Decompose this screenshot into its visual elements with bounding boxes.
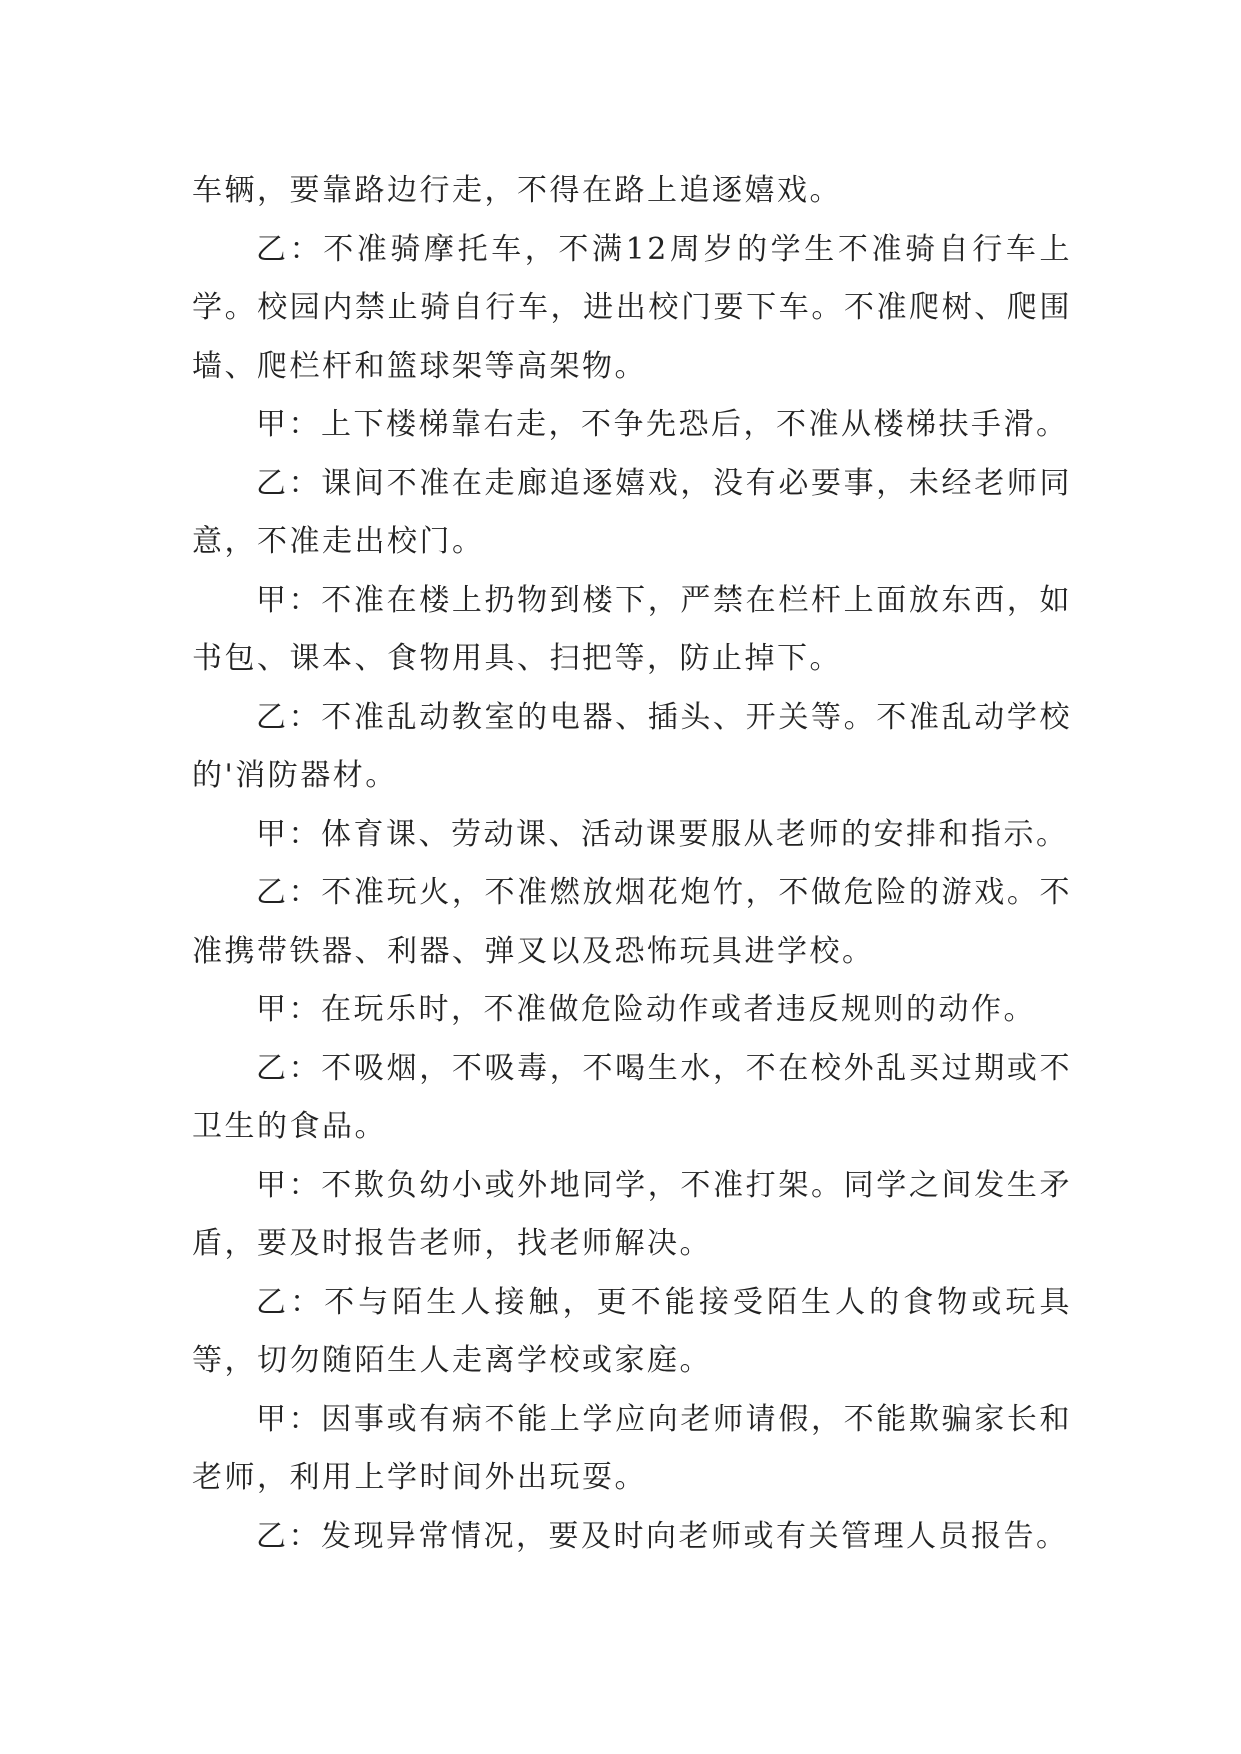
- paragraph: 乙：不准乱动教室的电器、插头、开关等。不准乱动学校的'消防器材。: [192, 699, 1072, 793]
- paragraph: 乙：不与陌生人接触，更不能接受陌生人的食物或玩具等，切勿随陌生人走离学校或家庭。: [192, 1284, 1072, 1378]
- paragraph: 甲：在玩乐时，不准做危险动作或者违反规则的动作。: [256, 992, 1036, 1027]
- paragraph: 甲：不欺负幼小或外地同学，不准打架。同学之间发生矛盾，要及时报告老师，找老师解决。: [192, 1167, 1072, 1261]
- paragraph: 甲：不准在楼上扔物到楼下，严禁在栏杆上面放东西，如书包、课本、食物用具、扫把等，防止掉下。: [192, 582, 1072, 676]
- paragraph: 乙：课间不准在走廊追逐嬉戏，没有必要事，未经老师同意，不准走出校门。: [192, 465, 1072, 559]
- paragraph: 甲：体育课、劳动课、活动课要服从老师的安排和指示。: [256, 816, 1069, 852]
- paragraph: 乙：不吸烟，不吸毒，不喝生水，不在校外乱买过期或不卫生的食品。: [192, 1050, 1072, 1144]
- paragraph: 甲：上下楼梯靠右走，不争先恐后，不准从楼梯扶手滑。: [256, 407, 1069, 442]
- paragraph: 车辆，要靠路边行走，不得在路上追逐嬉戏。: [192, 173, 842, 208]
- paragraph: 乙：发现异常情况，要及时向老师或有关管理人员报告。: [256, 1518, 1069, 1554]
- document-body: [192, 162, 1072, 1566]
- paragraph: 乙：不准骑摩托车，不满12周岁的学生不准骑自行车上学。校园内禁止骑自行车，进出校门要下车。不准爬树、爬围墙、爬栏杆和篮球架等高架物。: [192, 231, 1072, 384]
- paragraph: 乙：不准玩火，不准燃放烟花炮竹，不做危险的游戏。不准携带铁器、利器、弹叉以及恐怖玩具进学校。: [192, 875, 1072, 969]
- paragraph: 甲：因事或有病不能上学应向老师请假，不能欺骗家长和老师，利用上学时间外出玩耍。: [192, 1401, 1072, 1495]
